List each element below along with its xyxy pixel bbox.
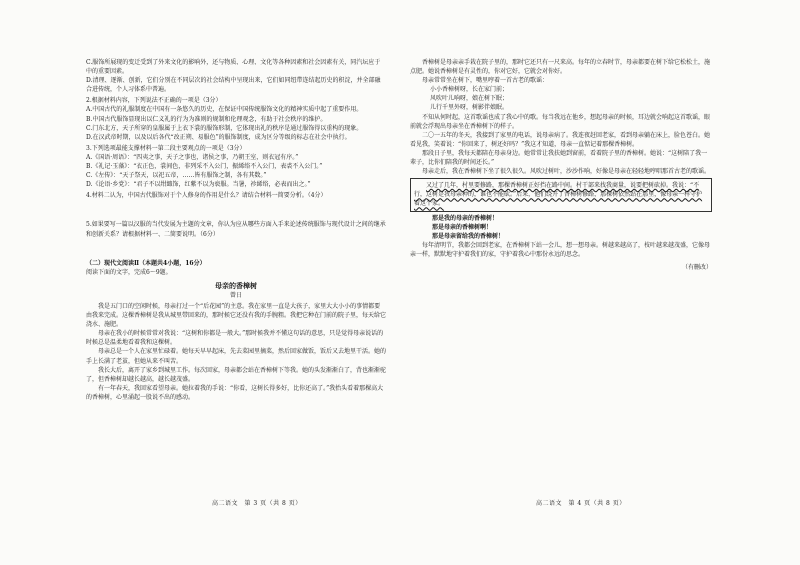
emphasis-line: 那是我的母亲的香樟树！ <box>432 214 499 222</box>
q2-option-d: D.在汉武帝时期，以及以后各代“改正朔、易服色”的服饰制度，成为区分等级的标志在社会中执行。 <box>86 133 351 141</box>
source-note: （有删改） <box>681 263 712 271</box>
question-2: 2.根据材料内容，下列说法不正确的一项是（3分） <box>86 97 222 105</box>
emphasis-line: 那是母亲留给我的香樟树！ <box>432 232 505 240</box>
poem-line: 小小香樟树呀，长在家门前； <box>430 86 509 94</box>
article-paragraph: 我长大后，离开了家乡到城里工作。每次回家，母亲都会站在香樟树下等我。她的头发渐渐白了，背也渐渐驼了，但香樟树却越长越高，越长越茂盛。 <box>86 366 387 383</box>
article-paragraph: 母亲走后，我在香樟树下坐了很久很久。风吹过树叶，沙沙作响，好像是母亲在轻轻地哼唱那首古老的歌谣。 <box>422 168 711 176</box>
article-paragraph: 不知从何时起，这首歌谣也成了我心中的歌。每当我远在他乡，想起母亲的时候，耳边就会响起这首歌谣，眼前就会浮现出母亲坐在香樟树下的样子。 <box>410 113 711 130</box>
article-paragraph: 每年清明节，我都会回到老家，在香樟树下站一会儿，想一想母亲。树越来越高了，枝叶越来越茂盛，它像母亲一样，默默地守护着我们的家，守护着我心中那份永远的思念。 <box>410 241 711 258</box>
left-page <box>86 58 386 402</box>
article-paragraph: 二〇一五年的冬天，我接到了家里的电话，说母亲病了。我连夜赶回老家，看到母亲躺在床上，脸色苍白。她看见我，笑着说：“你回来了，树还好吗？”我这才知道，母亲一直惦记着那棵香樟树。 <box>410 131 711 148</box>
answer-space <box>86 200 386 218</box>
article-title: 母亲的香樟树 <box>215 280 257 290</box>
right-page <box>410 58 712 272</box>
article-paragraph: 我是五门口的空闲时候，母亲打过一个“后花园”的主意。我在家里一直是大孩子，家里大大小小的事情都要由我来完成。这棵香樟树是我从城里带回来的，那时候它还没有我的手腕粗。我把它种在门前的院子里，每天给它浇水、施肥。 <box>86 302 387 329</box>
question-4: 4.材料二认为，中国古代服饰对于个人修身的作用是什么？请结合材料一简要分析。（4分） <box>86 192 327 200</box>
article-author: 曾日 <box>229 291 242 299</box>
poem-line: 风吹叶儿响呀，娘在树下眠； <box>430 95 509 103</box>
question-5: 5.如果要写一篇以汉服的当代发展为主题的文章，你认为应从哪些方面入手来论述传统服饰与现代设计之间的继承和创新关系？请根据材料一、二简要说明。（6分） <box>86 221 386 238</box>
underlined-passage: 又过了几年，村里要修路，那棵香樟树正好挡在路中间。村干部来找我商量，说要把树砍掉。我说：“不行，这树是我母亲种的，谁也不能砍。”后来，他们绕开了香樟树修路，那棵树依然站在那里，像母亲一样守护着这个家。 <box>414 182 703 208</box>
article-paragraph: 那段日子里，我每天都陪在母亲身边。她常常让我扶她到窗前，看着院子里的香樟树。她说：“这树陪了我一辈子，比你们陪我的时间还长。” <box>410 149 708 167</box>
q3-option-d: D.《论语·乡党》：“君子不以绀緅饰，红紫不以为亵服。当暑，袗絺绤，必表而出之。” <box>86 181 311 189</box>
option-c: C.服饰所展现的变迁受到了外来文化的影响外，还与物质、心理、文化等各种因素和社会因素有关，同汽坛应于中的重要因素。 <box>86 59 381 76</box>
q2-option-c: C.门东北方，天子所穿的皇服属于上衣下裳的服饰形制，它体现出礼的秩序是通过服饰得以重构的现象。 <box>86 124 363 132</box>
poem-line: 儿行千里外呀，树影伴娘眠。 <box>430 104 509 112</box>
article-paragraph: 香樟树是母亲亲手栽在院子里的，那时它还只有一尺来高。每年的立春时节，母亲都要在树下给它松松土，施点肥。她说香樟树是有灵性的，你对它好，它就会对你好。 <box>410 59 711 76</box>
article-paragraph: 有一年春天，我回家看望母亲。她拉着我的手说：“你看，这树长得多好，比你还高了。”我抬头看着那棵高大的香樟树，心里涌起一股说不出的感动。 <box>86 384 384 401</box>
q3-option-c: C.《左传》：“天子祭天，以祀五帝，……皆有服饰之制，各有其数。” <box>86 172 267 180</box>
section-instruction: 阅读下面的文字，完成6～9题。 <box>86 268 172 276</box>
q2-option-a: A.中国古代的礼服制度在中国有一条悠久的历史，在保证中国传统服饰文化的精神实质中起了重要作用。 <box>86 106 363 114</box>
page-footer-left: 高二语文 第 3 页（共 8 页） <box>212 500 302 507</box>
page-footer-right: 高二语文 第 4 页（共 8 页） <box>536 500 626 507</box>
answer-space <box>86 239 386 257</box>
q2-option-b: B.中国古代服饰显现出以仁义礼的行为为准则的规制和伦理观念，有助于社会秩序的维护。 <box>86 115 327 123</box>
article-paragraph: 母亲在我小的时候常常对我说：“这树和你都是一般大。”那时候我并不懂这句话的意思，只是觉得母亲说话的时候总是温柔地看着我和这棵树。 <box>86 330 384 347</box>
article-paragraph: 母亲常常坐在树下，嘴里哼着一首古老的歌谣： <box>422 77 549 85</box>
article-paragraph: 母亲总是一个人在家里忙碌着。她每天早早起床，先去菜园里摘菜，然后回家做饭，饭后又去地里干活。她的手上长满了老茧，但她从来不叫苦。 <box>86 348 387 365</box>
q3-option-b: B.《礼记·玉藻》：“衣正色，裳间色，非列采不入公门，振絺绤不入公门，表裘不入公门。” <box>86 163 323 171</box>
option-d: D.清理、逐渐、创新，它们分别在不同层次的社会结构中呈现出来，它们如同纽带连结起历史的积淀，并全部融合进传统，个人习体系中普遍。 <box>86 77 381 94</box>
emphasis-line: 那是母亲的香樟树啊！ <box>432 223 493 231</box>
section-heading: （二）现代文阅读Ⅱ（本题共4小题，16分） <box>86 259 206 267</box>
question-3: 3.下列选项最能支撑材料一第二段主要观点的一项是（3分） <box>86 144 246 152</box>
q3-option-a: A.《国语·周语》：“四夷之事，天子之事也，诸侯之事，乃朝王室，则衣冠有序。” <box>86 153 299 161</box>
boxed-passage <box>410 178 712 211</box>
